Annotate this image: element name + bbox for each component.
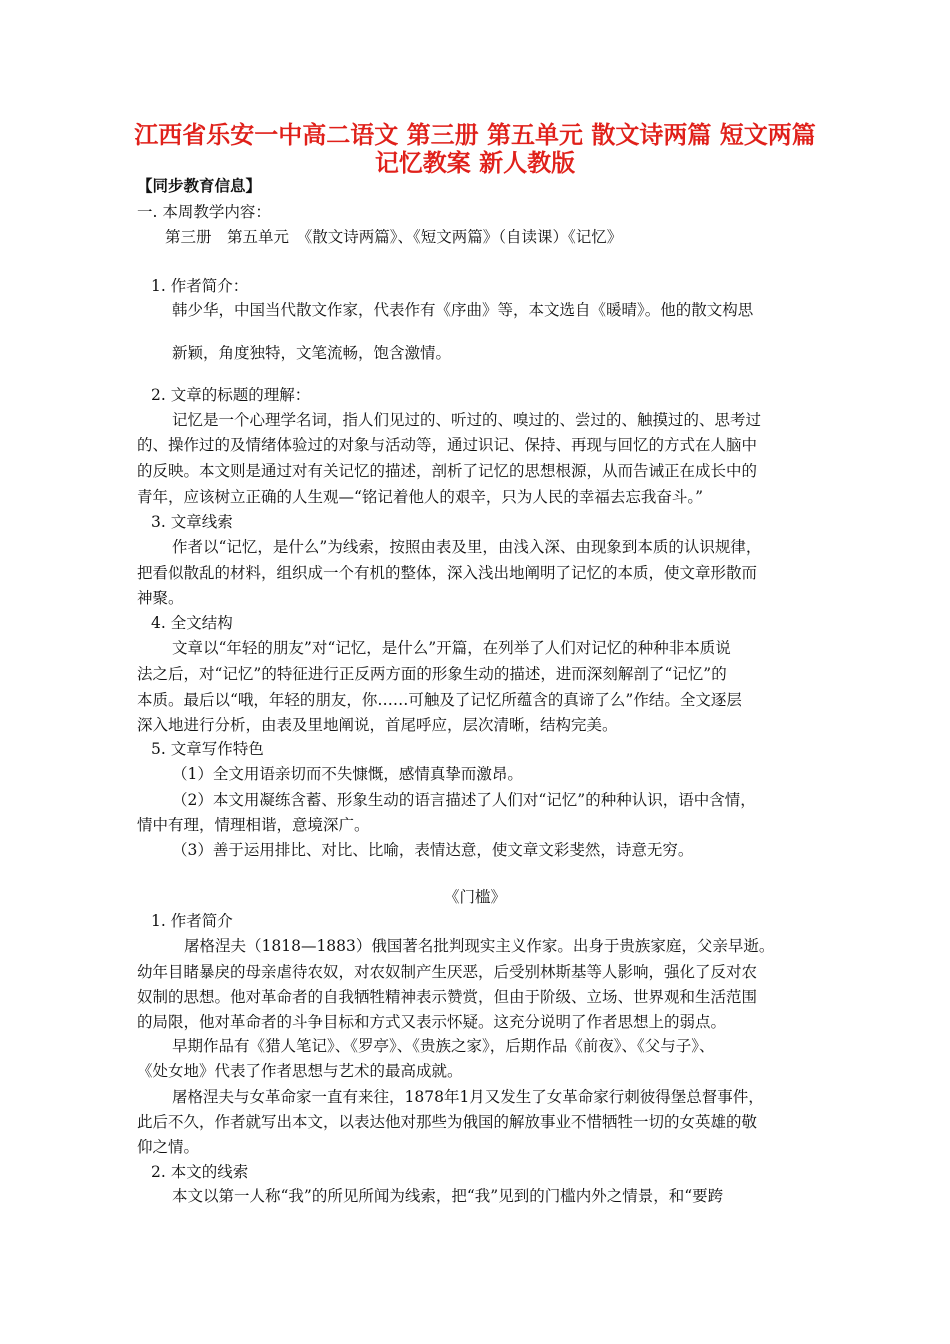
threshold-title: 《门槛》 — [443, 888, 506, 906]
threshold-s1-line: 《处女地》代表了作者思想与艺术的最高成就。 — [137, 1062, 463, 1080]
memory-s2-line: 青年，应该树立正确的人生观—“铭记着他人的艰辛，只为人民的幸福去忘我奋斗。” — [137, 488, 704, 506]
threshold-s1-line: 仰之情。 — [137, 1138, 200, 1156]
memory-s1-heading: 1. 作者简介： — [151, 277, 249, 295]
threshold-s1-heading: 1. 作者简介 — [151, 912, 233, 930]
memory-s3-line: 把看似散乱的材料，组织成一个有机的整体，深入浅出地阐明了记忆的本质，使文章形散而 — [137, 564, 758, 582]
memory-s3-heading: 3. 文章线索 — [151, 513, 233, 531]
memory-s5-line: 情中有理，情理相谐，意境深广。 — [137, 816, 370, 834]
memory-s3-line: 作者以“记忆，是什么”为线索，按照由表及里，由浅入深、由现象到本质的认识规律， — [172, 538, 762, 556]
document-title-line-1: 江西省乐安一中高二语文 第三册 第五单元 散文诗两篇 短文两篇 — [134, 120, 816, 149]
memory-s2-line: 的、操作过的及情绪体验过的对象与活动等，通过识记、保持、再现与回忆的方式在人脑中 — [137, 436, 758, 454]
memory-s4-line: 法之后，对“记忆”的特征进行正反两方面的形象生动的描述，进而深刻解剖了“记忆”的 — [137, 665, 727, 683]
threshold-s1-line: 屠格涅夫与女革命家一直有来往，1878年1月又发生了女革命家行刺彼得堡总督事件， — [172, 1088, 764, 1106]
intro-heading: 一. 本周教学内容： — [137, 203, 271, 221]
document-title-line-2: 记忆教案 新人教版 — [374, 148, 576, 177]
memory-s5-line: （2）本文用凝练含蓄、形象生动的语言描述了人们对“记忆”的种种认识，语中含情， — [172, 791, 756, 809]
threshold-s1-line: 早期作品有《猎人笔记》、《罗亭》、《贵族之家》，后期作品《前夜》、《父与子》、 — [172, 1037, 715, 1055]
threshold-s2-heading: 2. 本文的线索 — [151, 1163, 249, 1181]
section-header: 【同步教育信息】 — [137, 176, 262, 195]
threshold-s1-line: 此后不久，作者就写出本文，以表达他对那些为俄国的解放事业不惜牺牲一切的女英雄的敬 — [137, 1113, 758, 1131]
memory-s5-line: （1）全文用语亲切而不失慷慨，感情真挚而激昂。 — [172, 765, 523, 783]
threshold-s1-line: 屠格涅夫（1818—1883）俄国著名批判现实主义作家。出身于贵族家庭，父亲早逝。 — [184, 937, 775, 955]
memory-s5-heading: 5. 文章写作特色 — [151, 740, 264, 758]
memory-s2-line: 记忆是一个心理学名词，指人们见过的、听过的、嗅过的、尝过的、触摸过的、思考过 — [172, 411, 762, 429]
memory-s4-line: 文章以“年轻的朋友”对“记忆，是什么”开篇，在列举了人们对记忆的种种非本质说 — [172, 639, 731, 657]
memory-s3-line: 神聚。 — [137, 589, 184, 607]
memory-s4-line: 深入地进行分析，由表及里地阐说，首尾呼应，层次清晰，结构完美。 — [137, 716, 618, 734]
memory-s4-heading: 4. 全文结构 — [151, 614, 233, 632]
memory-s5-line: （3）善于运用排比、对比、比喻，表情达意，使文章文彩斐然，诗意无穷。 — [172, 841, 694, 859]
threshold-s1-line: 的局限，他对革命者的斗争目标和方式又表示怀疑。这充分说明了作者思想上的弱点。 — [137, 1013, 727, 1031]
threshold-s1-line: 幼年目睹暴戾的母亲虐待农奴，对农奴制产生厌恶，后受别林斯基等人影响，强化了反对农 — [137, 963, 758, 981]
threshold-s1-line: 奴制的思想。他对革命者的自我牺牲精神表示赞赏，但由于阶级、立场、世界观和生活范围 — [137, 988, 758, 1006]
memory-s1-line: 新颖，角度独特，文笔流畅，饱含激情。 — [172, 344, 452, 362]
memory-s2-heading: 2. 文章的标题的理解： — [151, 386, 311, 404]
memory-s1-line: 韩少华，中国当代散文作家，代表作有《序曲》等，本文选自《暖晴》。他的散文构思 — [172, 301, 754, 319]
memory-s2-line: 的反映。本文则是通过对有关记忆的描述，剖析了记忆的思想根源，从而告诫正在成长中的 — [137, 462, 758, 480]
threshold-s2-line: 本文以第一人称“我”的所见所闻为线索，把“我”见到的门槛内外之情景，和“要跨 — [172, 1187, 724, 1205]
memory-s4-line: 本质。最后以“哦，年轻的朋友，你……可触及了记忆所蕴含的真谛了么”作结。全文逐层 — [137, 691, 742, 709]
intro-content: 第三册 第五单元 《散文诗两篇》、《短文两篇》（自读课）《记忆》 — [165, 228, 623, 246]
